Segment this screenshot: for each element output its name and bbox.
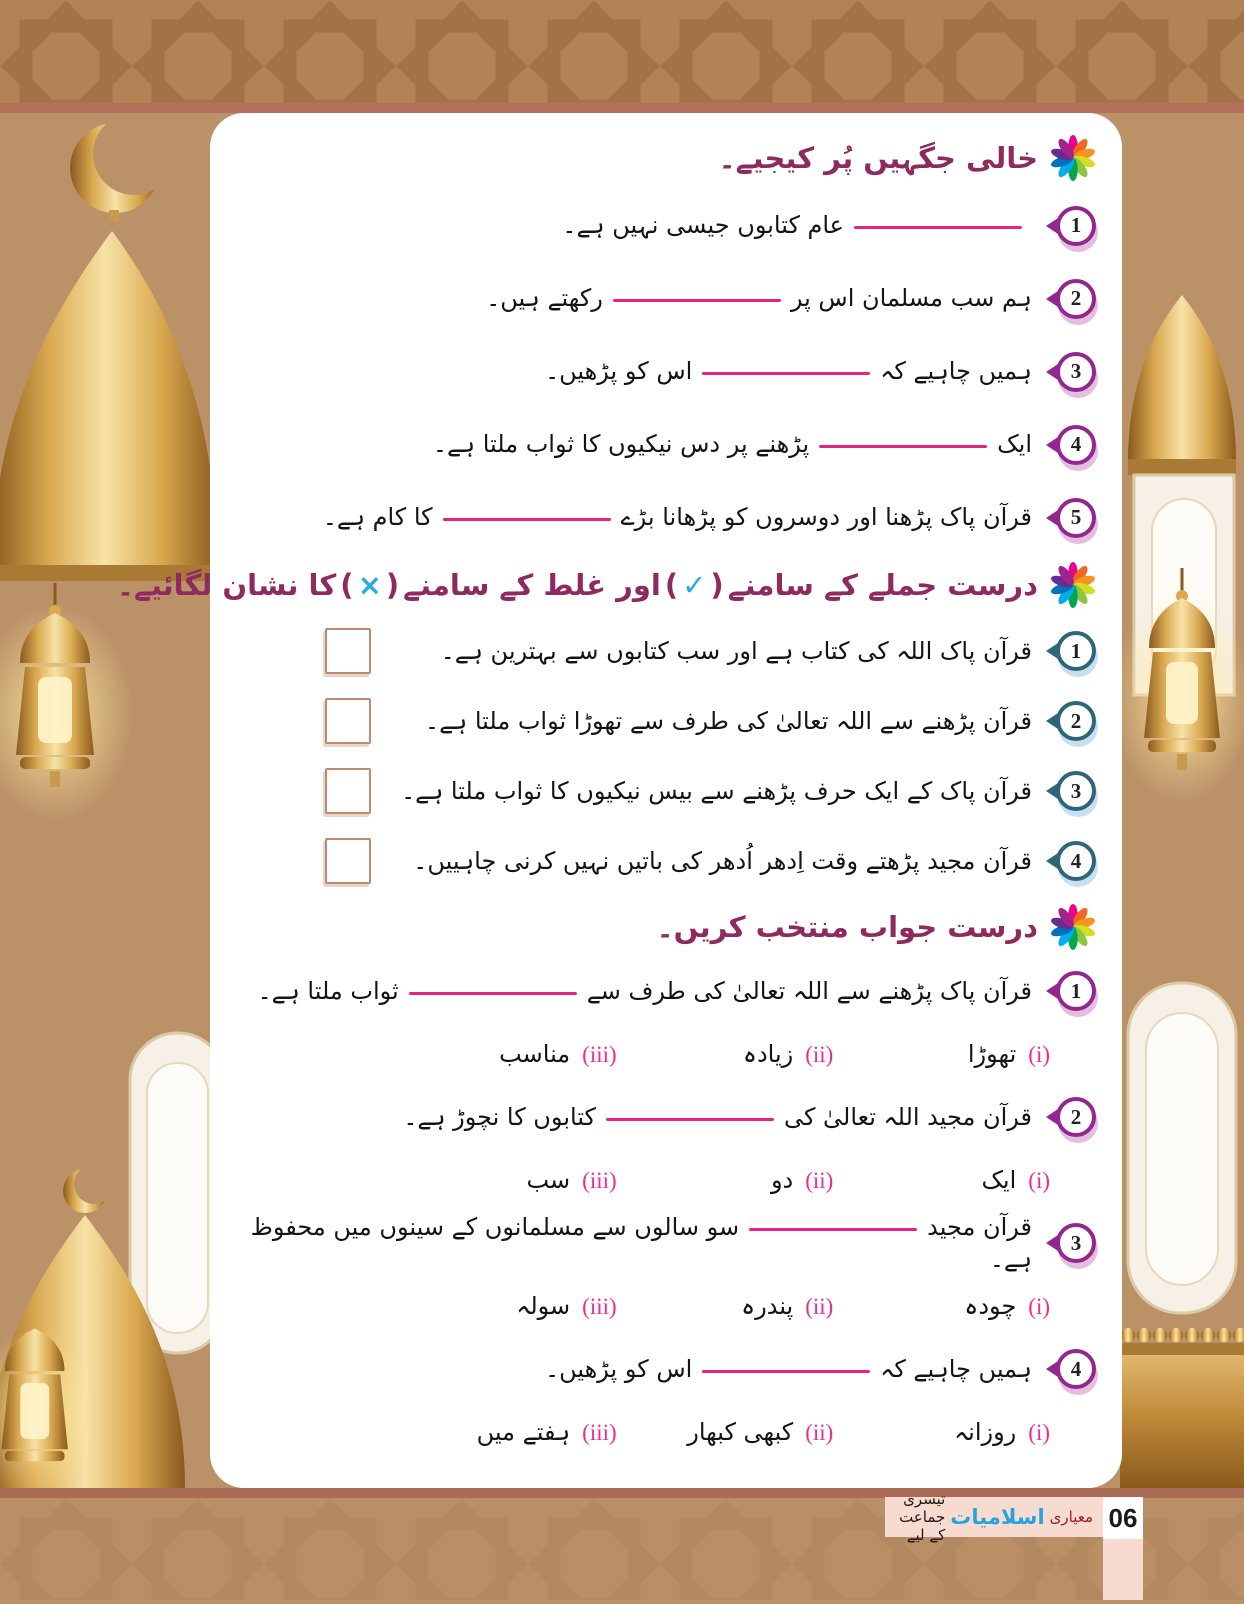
title-text: اور غلط کے سامنے xyxy=(403,568,661,602)
fill-blank-item-4 xyxy=(250,408,1096,481)
footer-title-rest: تیسری جماعت کے لیے xyxy=(899,1490,946,1544)
mcq-question-3 xyxy=(250,1210,1096,1276)
text-before-blank: ایک xyxy=(997,430,1032,459)
mcq-question-1 xyxy=(250,958,1096,1024)
question-text xyxy=(323,501,1032,533)
option-label: (i) xyxy=(1028,1042,1050,1067)
fill-blank-item-2 xyxy=(250,262,1096,335)
statement-text: قرآن پاک اللہ کی کتاب ہے اور سب کتابوں سے بہترین ہے۔ xyxy=(440,636,1032,665)
question-number-badge: 3 xyxy=(1056,771,1096,811)
title-text: کا نشان لگائیے۔ xyxy=(116,568,337,602)
fill-blank[interactable] xyxy=(702,372,870,375)
fill-blank-item-3 xyxy=(250,335,1096,408)
option-text: پندرہ xyxy=(741,1292,794,1320)
tick-item-3 xyxy=(250,756,1096,826)
tick-item-1 xyxy=(250,616,1096,686)
mcq-options-2 xyxy=(250,1150,1096,1210)
option-label: (iii) xyxy=(582,1042,617,1067)
option-iii[interactable] xyxy=(400,1418,617,1446)
text-after-blank: کا کام ہے۔ xyxy=(322,503,433,532)
option-label: (iii) xyxy=(582,1420,617,1445)
close-paren: ) xyxy=(340,568,354,602)
question-number-badge: 3 xyxy=(1056,352,1096,392)
option-label: (ii) xyxy=(805,1420,834,1445)
footer-pink-column xyxy=(1103,1539,1143,1600)
text-before-blank: قرآن پاک پڑھنے سے اللہ تعالیٰ کی طرف سے xyxy=(586,976,1032,1005)
question-number-badge: 2 xyxy=(1056,701,1096,741)
text-after-blank: رکھتے ہیں۔ xyxy=(486,284,603,313)
option-text: ایک xyxy=(981,1166,1017,1194)
option-text: روزانہ xyxy=(954,1418,1017,1446)
footer-book-title xyxy=(885,1490,1103,1544)
option-i[interactable] xyxy=(833,1418,1050,1446)
question-text xyxy=(562,209,1032,241)
text-after-blank: سو سالوں سے مسلمانوں کے سینوں میں محفوظ ہے۔ xyxy=(250,1212,1032,1273)
question-number-badge: 1 xyxy=(1056,206,1096,246)
text-after-blank: عام کتابوں جیسی نہیں ہے۔ xyxy=(562,211,844,240)
cross-glyph: × xyxy=(357,568,382,602)
option-text: ہفتے میں xyxy=(476,1418,571,1446)
tick-item-4 xyxy=(250,826,1096,896)
section-1-title: خالی جگہیں پُر کیجیے۔ xyxy=(718,141,1038,175)
footer-title-blue: اسلامیات xyxy=(950,1505,1045,1529)
fill-blank-item-1 xyxy=(250,189,1096,262)
option-text: دو xyxy=(770,1166,794,1194)
text-before-blank: قرآن مجید اللہ تعالیٰ کی xyxy=(783,1102,1032,1131)
left-mosque-decoration xyxy=(0,113,210,1488)
question-text xyxy=(545,355,1032,387)
option-label: (i) xyxy=(1028,1294,1050,1319)
title-text: درست جملے کے سامنے xyxy=(727,568,1038,602)
option-iii[interactable] xyxy=(400,1040,617,1068)
mcq-options-1 xyxy=(250,1024,1096,1084)
section-2-title xyxy=(117,568,1038,602)
option-text: تھوڑا xyxy=(967,1040,1017,1068)
option-text: زیادہ xyxy=(742,1040,794,1068)
top-divider-stripe xyxy=(0,103,1244,113)
option-i[interactable] xyxy=(833,1292,1050,1320)
section-1-header xyxy=(250,127,1096,189)
option-i[interactable] xyxy=(833,1166,1050,1194)
question-number-badge: 4 xyxy=(1056,1349,1096,1389)
right-mosque-decoration xyxy=(1120,113,1244,1488)
open-paren: ( xyxy=(710,568,724,602)
worksheet-card xyxy=(116,113,1122,1488)
text-after-blank: کتابوں کا نچوڑ ہے۔ xyxy=(403,1102,596,1131)
question-number-badge: 2 xyxy=(1056,279,1096,319)
section-3-header xyxy=(250,896,1096,958)
question-number-badge: 4 xyxy=(1056,425,1096,465)
fill-blank[interactable] xyxy=(702,1370,870,1373)
option-text: سولہ xyxy=(516,1292,571,1320)
text-before-blank: ہمیں چاہیے کہ xyxy=(880,1354,1032,1383)
fill-blank-item-5 xyxy=(250,481,1096,554)
option-label: (i) xyxy=(1028,1168,1050,1193)
flower-star-icon xyxy=(1050,562,1096,608)
question-number-badge: 1 xyxy=(1056,971,1096,1011)
option-ii[interactable] xyxy=(617,1166,834,1194)
text-after-blank: اس کو پڑھیں۔ xyxy=(545,357,693,386)
text-after-blank: اس کو پڑھیں۔ xyxy=(545,1354,693,1383)
option-text: کبھی کبھار xyxy=(687,1418,794,1446)
section-3-title: درست جواب منتخب کریں۔ xyxy=(656,910,1038,944)
answer-checkbox[interactable] xyxy=(325,838,371,884)
fill-blank[interactable] xyxy=(819,445,987,448)
text-before-blank: ہم سب مسلمان اس پر xyxy=(790,284,1032,313)
statement-text: قرآن پاک کے ایک حرف پڑھنے سے بیس نیکیوں کا ثواب ملتا ہے۔ xyxy=(401,776,1032,805)
footer-title-red: معیاری xyxy=(1049,1508,1093,1526)
option-label: (ii) xyxy=(805,1294,834,1319)
answer-checkbox[interactable] xyxy=(325,768,371,814)
close-paren: ) xyxy=(664,568,679,602)
question-number-badge: 2 xyxy=(1056,1097,1096,1137)
question-text xyxy=(258,975,1032,1007)
statement-text: قرآن پڑھنے سے اللہ تعالیٰ کی طرف سے تھوڑا ثواب ملتا ہے۔ xyxy=(425,706,1032,735)
page-number: 06 xyxy=(1103,1497,1143,1539)
answer-checkbox[interactable] xyxy=(325,628,371,674)
text-after-blank: پڑھنے پر دس نیکیوں کا ثواب ملتا ہے۔ xyxy=(432,430,810,459)
option-ii[interactable] xyxy=(617,1040,834,1068)
mcq-options-3 xyxy=(250,1276,1096,1336)
option-label: (i) xyxy=(1028,1420,1050,1445)
fill-blank[interactable] xyxy=(606,1118,774,1121)
fill-blank[interactable] xyxy=(613,299,781,302)
question-number-badge: 4 xyxy=(1056,841,1096,881)
checkmark-glyph: ✓ xyxy=(682,568,707,602)
text-before-blank: ہمیں چاہیے کہ xyxy=(880,357,1032,386)
statement-text: قرآن مجید پڑھتے وقت اِدھر اُدھر کی باتیں نہیں کرنی چاہییں۔ xyxy=(413,846,1032,875)
text-after-blank: ثواب ملتا ہے۔ xyxy=(257,976,399,1005)
mcq-options-4 xyxy=(250,1402,1096,1462)
question-text xyxy=(250,1211,1032,1276)
option-label: (ii) xyxy=(805,1168,834,1193)
fill-blank[interactable] xyxy=(409,992,577,995)
option-ii[interactable] xyxy=(617,1418,834,1446)
question-number-badge: 3 xyxy=(1056,1223,1096,1263)
question-number-badge: 1 xyxy=(1056,631,1096,671)
option-label: (iii) xyxy=(582,1294,617,1319)
option-text: سب xyxy=(526,1166,571,1194)
question-text xyxy=(403,1101,1032,1133)
option-label: (iii) xyxy=(582,1168,617,1193)
question-text xyxy=(486,282,1032,314)
mcq-question-4 xyxy=(250,1336,1096,1402)
fill-blank[interactable] xyxy=(749,1228,917,1231)
top-pattern-band xyxy=(0,0,1244,103)
fill-blank[interactable] xyxy=(854,226,1022,229)
option-iii[interactable] xyxy=(400,1166,617,1194)
mcq-question-2 xyxy=(250,1084,1096,1150)
option-text: چودہ xyxy=(964,1292,1017,1320)
option-i[interactable] xyxy=(833,1040,1050,1068)
section-2-header xyxy=(116,554,1096,616)
option-text: مناسب xyxy=(499,1040,571,1068)
flower-star-icon xyxy=(1050,904,1096,950)
question-number-badge: 5 xyxy=(1056,498,1096,538)
text-before-blank: قرآن مجید xyxy=(927,1212,1032,1241)
text-before-blank: قرآن پاک پڑھنا اور دوسروں کو پڑھانا بڑے xyxy=(620,503,1032,532)
option-iii[interactable] xyxy=(400,1292,617,1320)
question-text xyxy=(433,428,1032,460)
flower-star-icon xyxy=(1050,135,1096,181)
fill-blank[interactable] xyxy=(443,518,611,521)
answer-checkbox[interactable] xyxy=(325,698,371,744)
option-ii[interactable] xyxy=(617,1292,834,1320)
question-text xyxy=(545,1353,1032,1385)
tick-item-2 xyxy=(250,686,1096,756)
open-paren: ( xyxy=(385,568,400,602)
option-label: (ii) xyxy=(805,1042,834,1067)
